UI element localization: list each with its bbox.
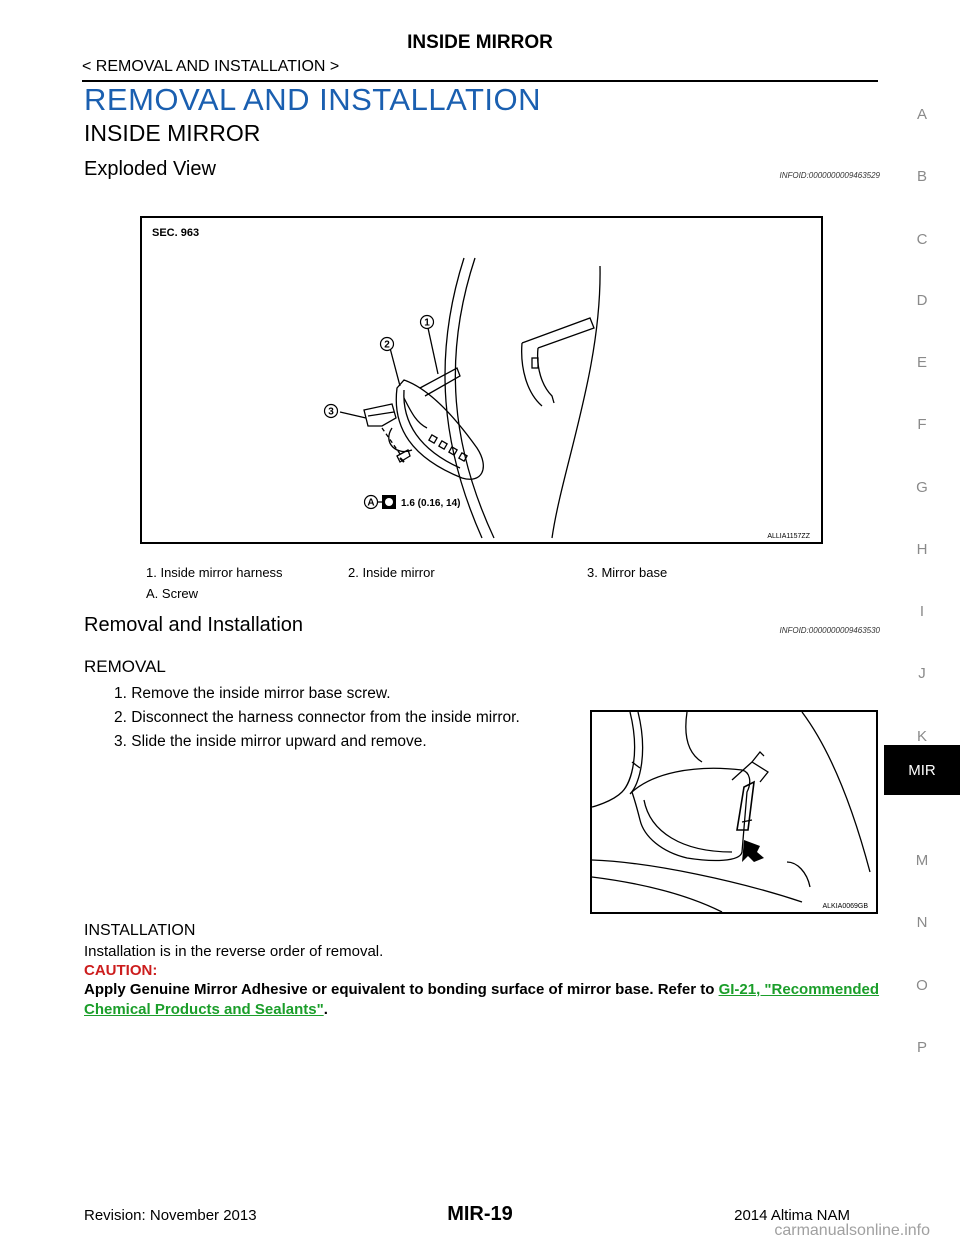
page-header-subtitle: < REMOVAL AND INSTALLATION > bbox=[82, 58, 340, 75]
page-header-title: INSIDE MIRROR bbox=[407, 32, 553, 53]
caution-label: CAUTION: bbox=[84, 962, 158, 979]
legend-item-2: 2. Inside mirror bbox=[348, 565, 435, 580]
footer-watermark: carmanualsonline.info bbox=[774, 1222, 930, 1239]
side-index-E[interactable]: E bbox=[916, 354, 927, 371]
caution-end: . bbox=[323, 1001, 328, 1018]
callout-1-label: 1 bbox=[424, 317, 430, 329]
legend-item-A: A. Screw bbox=[146, 586, 199, 601]
side-index-N[interactable]: N bbox=[916, 914, 928, 931]
legend-item-1: 1. Inside mirror harness bbox=[146, 565, 283, 580]
section-heading: INSIDE MIRROR bbox=[84, 120, 261, 146]
removal-figure-id: ALKIA0069GB bbox=[822, 903, 868, 910]
legend-item-3: 3. Mirror base bbox=[587, 565, 668, 580]
figure-id: ALLIA1157ZZ bbox=[767, 533, 810, 540]
removal-step-3: 3. Slide the inside mirror upward and remove. bbox=[114, 733, 427, 750]
side-index-J[interactable]: J bbox=[918, 665, 926, 682]
callout-2-label: 2 bbox=[384, 339, 390, 351]
page-number: MIR-19 bbox=[447, 1203, 513, 1225]
installation-heading: INSTALLATION bbox=[84, 922, 196, 939]
footer-model: 2014 Altima NAM bbox=[734, 1207, 850, 1224]
removal-installation-infoid: INFOID:0000000009463530 bbox=[779, 626, 880, 635]
removal-figure bbox=[590, 710, 878, 914]
caution-text bbox=[84, 980, 884, 1020]
side-index-K[interactable]: K bbox=[916, 728, 927, 745]
side-index-B[interactable]: B bbox=[916, 168, 927, 185]
direction-arrow-icon bbox=[742, 840, 764, 862]
side-index-D[interactable]: D bbox=[916, 292, 928, 309]
removal-step-2: 2. Disconnect the harness connector from the inside mirror. bbox=[114, 709, 520, 726]
sec-label: SEC. 963 bbox=[152, 227, 200, 239]
side-index-M[interactable]: M bbox=[915, 852, 929, 869]
side-index-MIR-active[interactable]: MIR bbox=[884, 745, 960, 795]
side-index-A[interactable]: A bbox=[916, 106, 927, 123]
side-index-G[interactable]: G bbox=[916, 479, 928, 496]
exploded-view-infoid: INFOID:0000000009463529 bbox=[779, 171, 880, 180]
side-index-F[interactable]: F bbox=[917, 416, 927, 433]
main-heading: REMOVAL AND INSTALLATION bbox=[84, 82, 542, 117]
removal-heading: REMOVAL bbox=[84, 657, 166, 676]
reference-link[interactable]: GI-21, "Recommended Chemical Products and Sealants" bbox=[84, 981, 880, 1018]
torque-spec: 1.6 (0.16, 14) bbox=[401, 498, 461, 509]
caution-body: Apply Genuine Mirror Adhesive or equivalent to bonding surface of mirror base. Refer to bbox=[84, 981, 719, 998]
side-index-I[interactable]: I bbox=[919, 603, 925, 620]
torque-wrench-icon-inner bbox=[385, 498, 393, 506]
exploded-view-figure bbox=[140, 216, 823, 544]
side-index-H[interactable]: H bbox=[916, 541, 928, 558]
side-index-P[interactable]: P bbox=[916, 1039, 927, 1056]
footer-revision: Revision: November 2013 bbox=[84, 1207, 257, 1224]
removal-installation-heading: Removal and Installation bbox=[84, 614, 304, 636]
side-index-O[interactable]: O bbox=[916, 977, 928, 994]
installation-text: Installation is in the reverse order of removal. bbox=[84, 943, 384, 960]
removal-drawing bbox=[592, 712, 876, 912]
side-index-C[interactable]: C bbox=[916, 231, 928, 248]
exploded-view-heading: Exploded View bbox=[84, 158, 216, 180]
removal-step-1: 1. Remove the inside mirror base screw. bbox=[114, 685, 391, 702]
exploded-view-drawing bbox=[142, 218, 821, 542]
callout-A-label: A bbox=[367, 497, 375, 509]
callout-3-label: 3 bbox=[328, 406, 334, 418]
